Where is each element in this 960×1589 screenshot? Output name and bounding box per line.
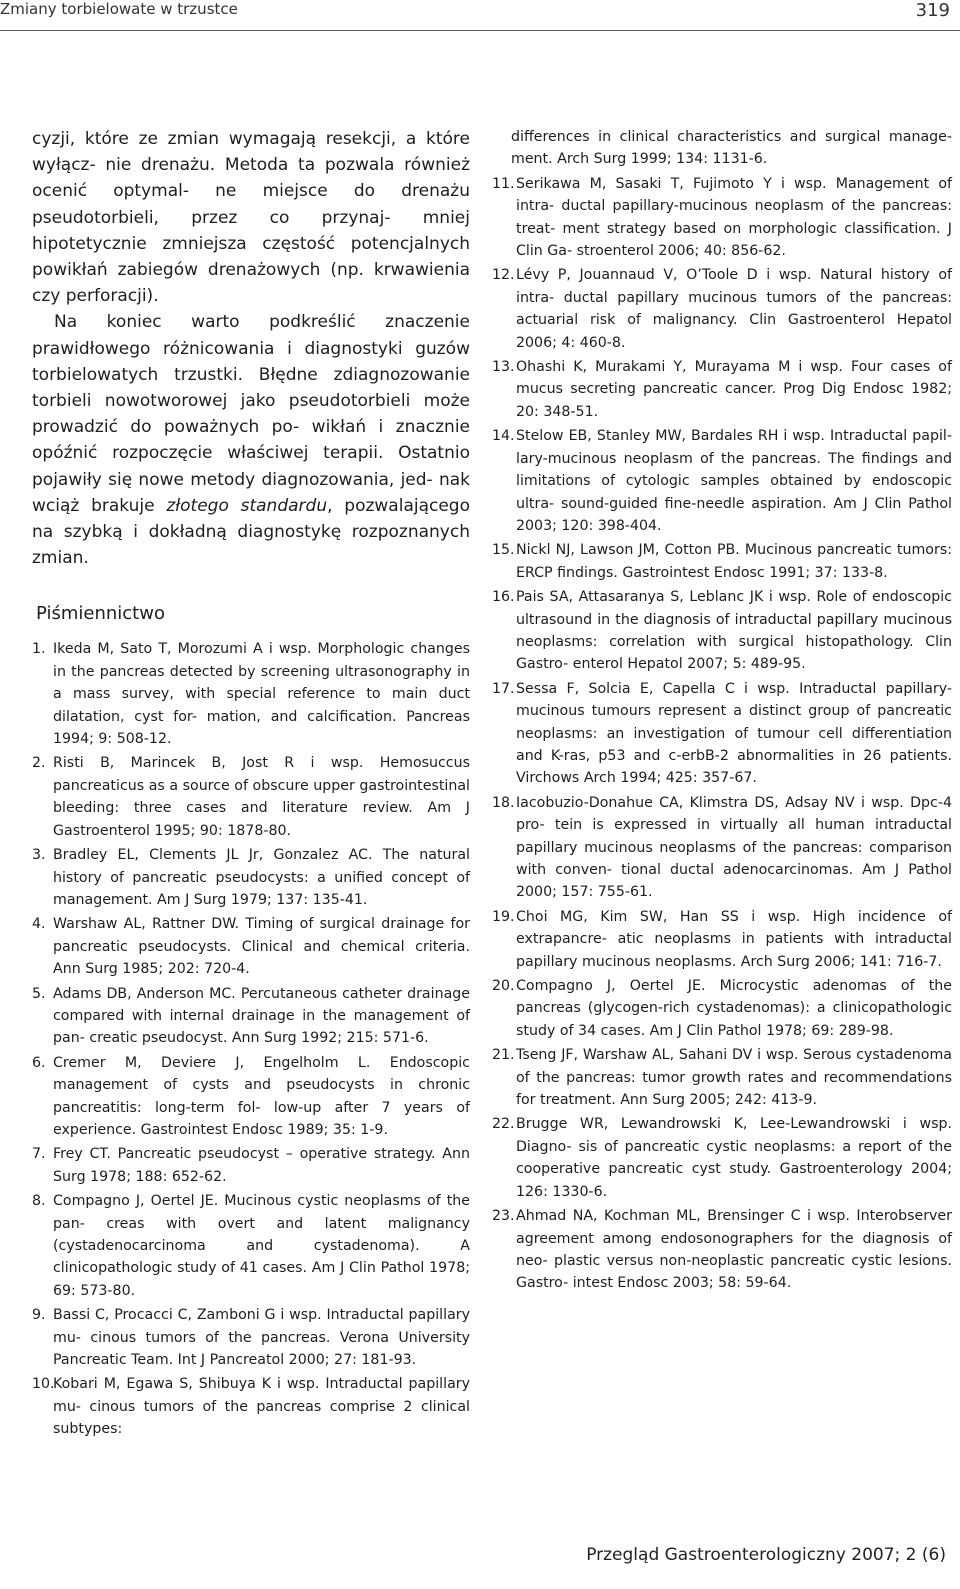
reference-text: Serikawa M, Sasaki T, Fujimoto Y i wsp. Management of intra- ductal papillary-mucinous neoplasm of the pancreas: treat- ment strategy based on morphologic classification. J Clin Ga- stroenterol 2006; 40: 856-62. xyxy=(516,175,952,260)
reference-text: Sessa F, Solcia E, Capella C i wsp. Intraductal papillary-mucinous tumours represent a distinct group of pancreatic neoplasms: an investigation of tumour cell differentiation and K-ras, p53 and c-erbB-2 abnormalities in 26 patients. Virchows Arch 1994; 425: 357-67. xyxy=(516,680,952,787)
reference-item xyxy=(492,678,952,790)
reference-number: 1. xyxy=(32,641,46,658)
reference-item xyxy=(492,792,952,904)
reference-number: 5. xyxy=(32,985,46,1002)
reference-text: Risti B, Marincek B, Jost R i wsp. Hemosuccus pancreaticus as a source of obscure upper gastrointestinal bleeding: three cases and literature review. Am J Gastroenterol 1995; 90: 1878-80. xyxy=(53,755,470,839)
reference-text: Cremer M, Deviere J, Engelholm L. Endoscopic management of cysts and pseudocysts in chronic pancreatitis: long-term fol- low-up after 7 years of experience. Gastrointest Endosc 1989; 35: 1-9. xyxy=(53,1054,470,1138)
paragraph-2-part-a: Na koniec warto podkreślić znaczenie prawidłowego różnicowania i diagnostyki guzów torbielowatych trzustki. Błędne zdiagnozowanie torbieli nowotworowej jako pseudotorbieli może prowadzić do poważnych po- wikłań i znacznie opóźnić rozpoczęcie właściwej terapii. Ostatnio pojawiły się nowe metody diagnozowania, jed- nak wciąż brakuje xyxy=(32,312,470,516)
reference-item xyxy=(32,913,470,980)
reference-text: Warshaw AL, Rattner DW. Timing of surgical drainage for pancreatic pseudocysts. Clinical and chemical criteria. Ann Surg 1985; 202: 720-4. xyxy=(53,916,470,978)
reference-item xyxy=(492,1113,952,1203)
reference-number: 15. xyxy=(492,542,515,559)
page-header xyxy=(0,0,960,31)
reference-number: 20. xyxy=(492,978,515,995)
reference-number: 16. xyxy=(492,589,515,606)
reference-number: 23. xyxy=(492,1208,515,1225)
reference-text: Pais SA, Attasaranya S, Leblanc JK i wsp. Role of endoscopic ultrasound in the diagnosis of intraductal papillary mucinous neoplasms: correlation with surgical histopathology. Clin Gastro- enterol Hepatol 2007; 5: 489-95. xyxy=(516,589,952,673)
reference-item xyxy=(492,356,952,423)
reference-number: 14. xyxy=(492,428,515,445)
running-title: Zmiany torbielowate w trzustce xyxy=(0,0,238,18)
reference-item xyxy=(492,1205,952,1295)
left-column xyxy=(32,126,470,1443)
body-text xyxy=(32,126,470,571)
reference-item xyxy=(492,1044,952,1111)
reference-item xyxy=(32,844,470,911)
reference-item xyxy=(32,1373,470,1440)
reference-text: Compagno J, Oertel JE. Mucinous cystic neoplasms of the pan- creas with overt and latent malignancy (cystadenocarcinoma and cystadenoma). A clinicopathologic study of 41 cases. Am J Clin Pathol 1978; 69: 573-80. xyxy=(53,1193,470,1299)
reference-text: Choi MG, Kim SW, Han SS i wsp. High incidence of extrapancre- atic neoplasms in patients with intraductal papillary mucinous neoplasms. Arch Surg 2006; 141: 716-7. xyxy=(516,908,952,970)
reference-text: Ohashi K, Murakami Y, Murayama M i wsp. Four cases of mucus secreting pancreatic cancer. Prog Dig Endosc 1982; 20: 348-51. xyxy=(516,359,952,420)
emphasis-zloty-standard: złotego standardu xyxy=(166,495,328,516)
reference-number: 2. xyxy=(32,755,46,772)
reference-item xyxy=(32,1304,470,1371)
reference-text: Bradley EL, Clements JL Jr, Gonzalez AC. The natural history of pancreatic pseudocysts: a unified concept of management. Am J Surg 1979; 137: 135-41. xyxy=(53,847,470,908)
reference-text: Lévy P, Jouannaud V, O’Toole D i wsp. Natural history of intra- ductal papillary mucinous tumors of the pancreas: actuarial risk of malignancy. Clin Gastroenterol Hepatol 2006; 4: 460-8. xyxy=(516,267,952,351)
page-footer: Przegląd Gastroenterologiczny 2007; 2 (6) xyxy=(586,1545,946,1565)
reference-number: 10. xyxy=(32,1376,55,1393)
reference-number: 3. xyxy=(32,847,46,864)
paragraph-2-part-b: , pozwalającego na szybką i dokładną diagnostykę rozpoznanych zmian. xyxy=(32,495,470,569)
reference-text: Compagno J, Oertel JE. Microcystic adenomas of the pancreas (glycogen-rich cystadenomas): a clinicopathologic study of 34 cases. Am J Clin Pathol 1978; 69: 289-98. xyxy=(516,978,952,1039)
reference-number: 22. xyxy=(492,1116,515,1133)
references-list-left xyxy=(32,638,470,1440)
reference-text: differences in clinical characteristics and surgical manage- ment. Arch Surg 1999; 134: 1131-6. xyxy=(511,129,952,168)
reference-item xyxy=(492,264,952,354)
right-column xyxy=(492,126,952,1297)
reference-item xyxy=(32,1052,470,1142)
reference-item xyxy=(492,906,952,973)
reference-number: 12. xyxy=(492,267,515,284)
reference-text: Nickl NJ, Lawson JM, Cotton PB. Mucinous pancreatic tumors: ERCP findings. Gastrointest Endosc 1991; 37: 133-8. xyxy=(516,542,952,581)
references-list-right xyxy=(492,126,952,1295)
reference-number: 18. xyxy=(492,794,515,811)
reference-text: Brugge WR, Lewandrowski K, Lee-Lewandrowski i wsp. Diagno- sis of pancreatic cystic neoplasms: a report of the cooperative pancreatic cyst study. Gastroenterology 2004; 126: 1330-6. xyxy=(516,1116,952,1200)
reference-text: Bassi C, Procacci C, Zamboni G i wsp. Intraductal papillary mu- cinous tumors of the pancreas. Verona University Pancreatic Team. Int J Pancreatol 2000; 27: 181-93. xyxy=(53,1307,470,1369)
reference-text: Frey CT. Pancreatic pseudocyst – operative strategy. Ann Surg 1978; 188: 652-62. xyxy=(53,1146,470,1185)
reference-item xyxy=(32,1143,470,1188)
reference-item xyxy=(32,983,470,1050)
reference-number: 19. xyxy=(492,908,515,925)
reference-text: Ahmad NA, Kochman ML, Brensinger C i wsp. Interobserver agreement among endosonographers for the diagnosis of neo- plastic versus non-neoplastic pancreatic cystic lesions. Gastro- intest Endosc 2003; 58: 59-64. xyxy=(516,1208,952,1292)
reference-item xyxy=(32,752,470,842)
reference-number: 8. xyxy=(32,1193,46,1210)
reference-text: Tseng JF, Warshaw AL, Sahani DV i wsp. Serous cystadenoma of the pancreas: tumor growth rates and recommendations for treatment. Ann Surg 2005; 242: 413-9. xyxy=(516,1047,952,1109)
reference-number: 11. xyxy=(492,175,515,192)
paragraph-1: cyzji, które ze zmian wymagają resekcji, a które wyłącz- nie drenażu. Metoda ta pozwala również ocenić optymal- ne miejsce do drenażu pseudotorbieli, przez co przynaj- mniej hipotetycznie zmniejsza częstość potencjalnych powikłań zabiegów drenażowych (np. krwawienia czy perforacji). xyxy=(32,129,470,307)
reference-item xyxy=(492,586,952,676)
reference-number: 9. xyxy=(32,1307,46,1324)
reference-text: Adams DB, Anderson MC. Percutaneous catheter drainage compared with internal drainage in the management of pan- creatic pseudocyst. Ann Surg 1992; 215: 571-6. xyxy=(53,985,470,1047)
reference-item xyxy=(492,975,952,1042)
reference-number: 21. xyxy=(492,1047,515,1064)
reference-text: Kobari M, Egawa S, Shibuya K i wsp. Intraductal papillary mu- cinous tumors of the pancreas comprise 2 clinical subtypes: xyxy=(53,1376,470,1438)
reference-item xyxy=(32,638,470,750)
reference-continuation xyxy=(492,126,952,171)
reference-number: 7. xyxy=(32,1146,46,1163)
reference-text: Iacobuzio-Donahue CA, Klimstra DS, Adsay NV i wsp. Dpc-4 pro- tein is expressed in virtually all human intraductal papillary mucinous neoplasms of the pancreas: comparison with conven- tional ductal adenocarcinomas. Am J Pathol 2000; 157: 755-61. xyxy=(516,794,952,901)
reference-item xyxy=(492,539,952,584)
references-heading: Piśmiennictwo xyxy=(36,603,165,625)
reference-number: 13. xyxy=(492,359,515,376)
reference-number: 17. xyxy=(492,680,515,697)
page-number: 319 xyxy=(915,0,950,21)
reference-item xyxy=(492,173,952,263)
reference-number: 4. xyxy=(32,916,46,933)
reference-text: Stelow EB, Stanley MW, Bardales RH i wsp. Intraductal papil- lary-mucinous neoplasm of the pancreas. The findings and limitations of cytologic samples obtained by endoscopic ultra- sound-guided fine-needle aspiration. Am J Clin Pathol 2003; 120: 398-404. xyxy=(516,428,952,534)
reference-text: Ikeda M, Sato T, Morozumi A i wsp. Morphologic changes in the pancreas detected by screening ultrasonography in a mass survey, with special reference to main duct dilatation, cyst for- mation, and calcification. Pancreas 1994; 9: 508-12. xyxy=(53,641,470,748)
reference-number: 6. xyxy=(32,1054,46,1071)
reference-item xyxy=(492,425,952,537)
paragraph-2 xyxy=(32,309,470,571)
reference-item xyxy=(32,1190,470,1302)
